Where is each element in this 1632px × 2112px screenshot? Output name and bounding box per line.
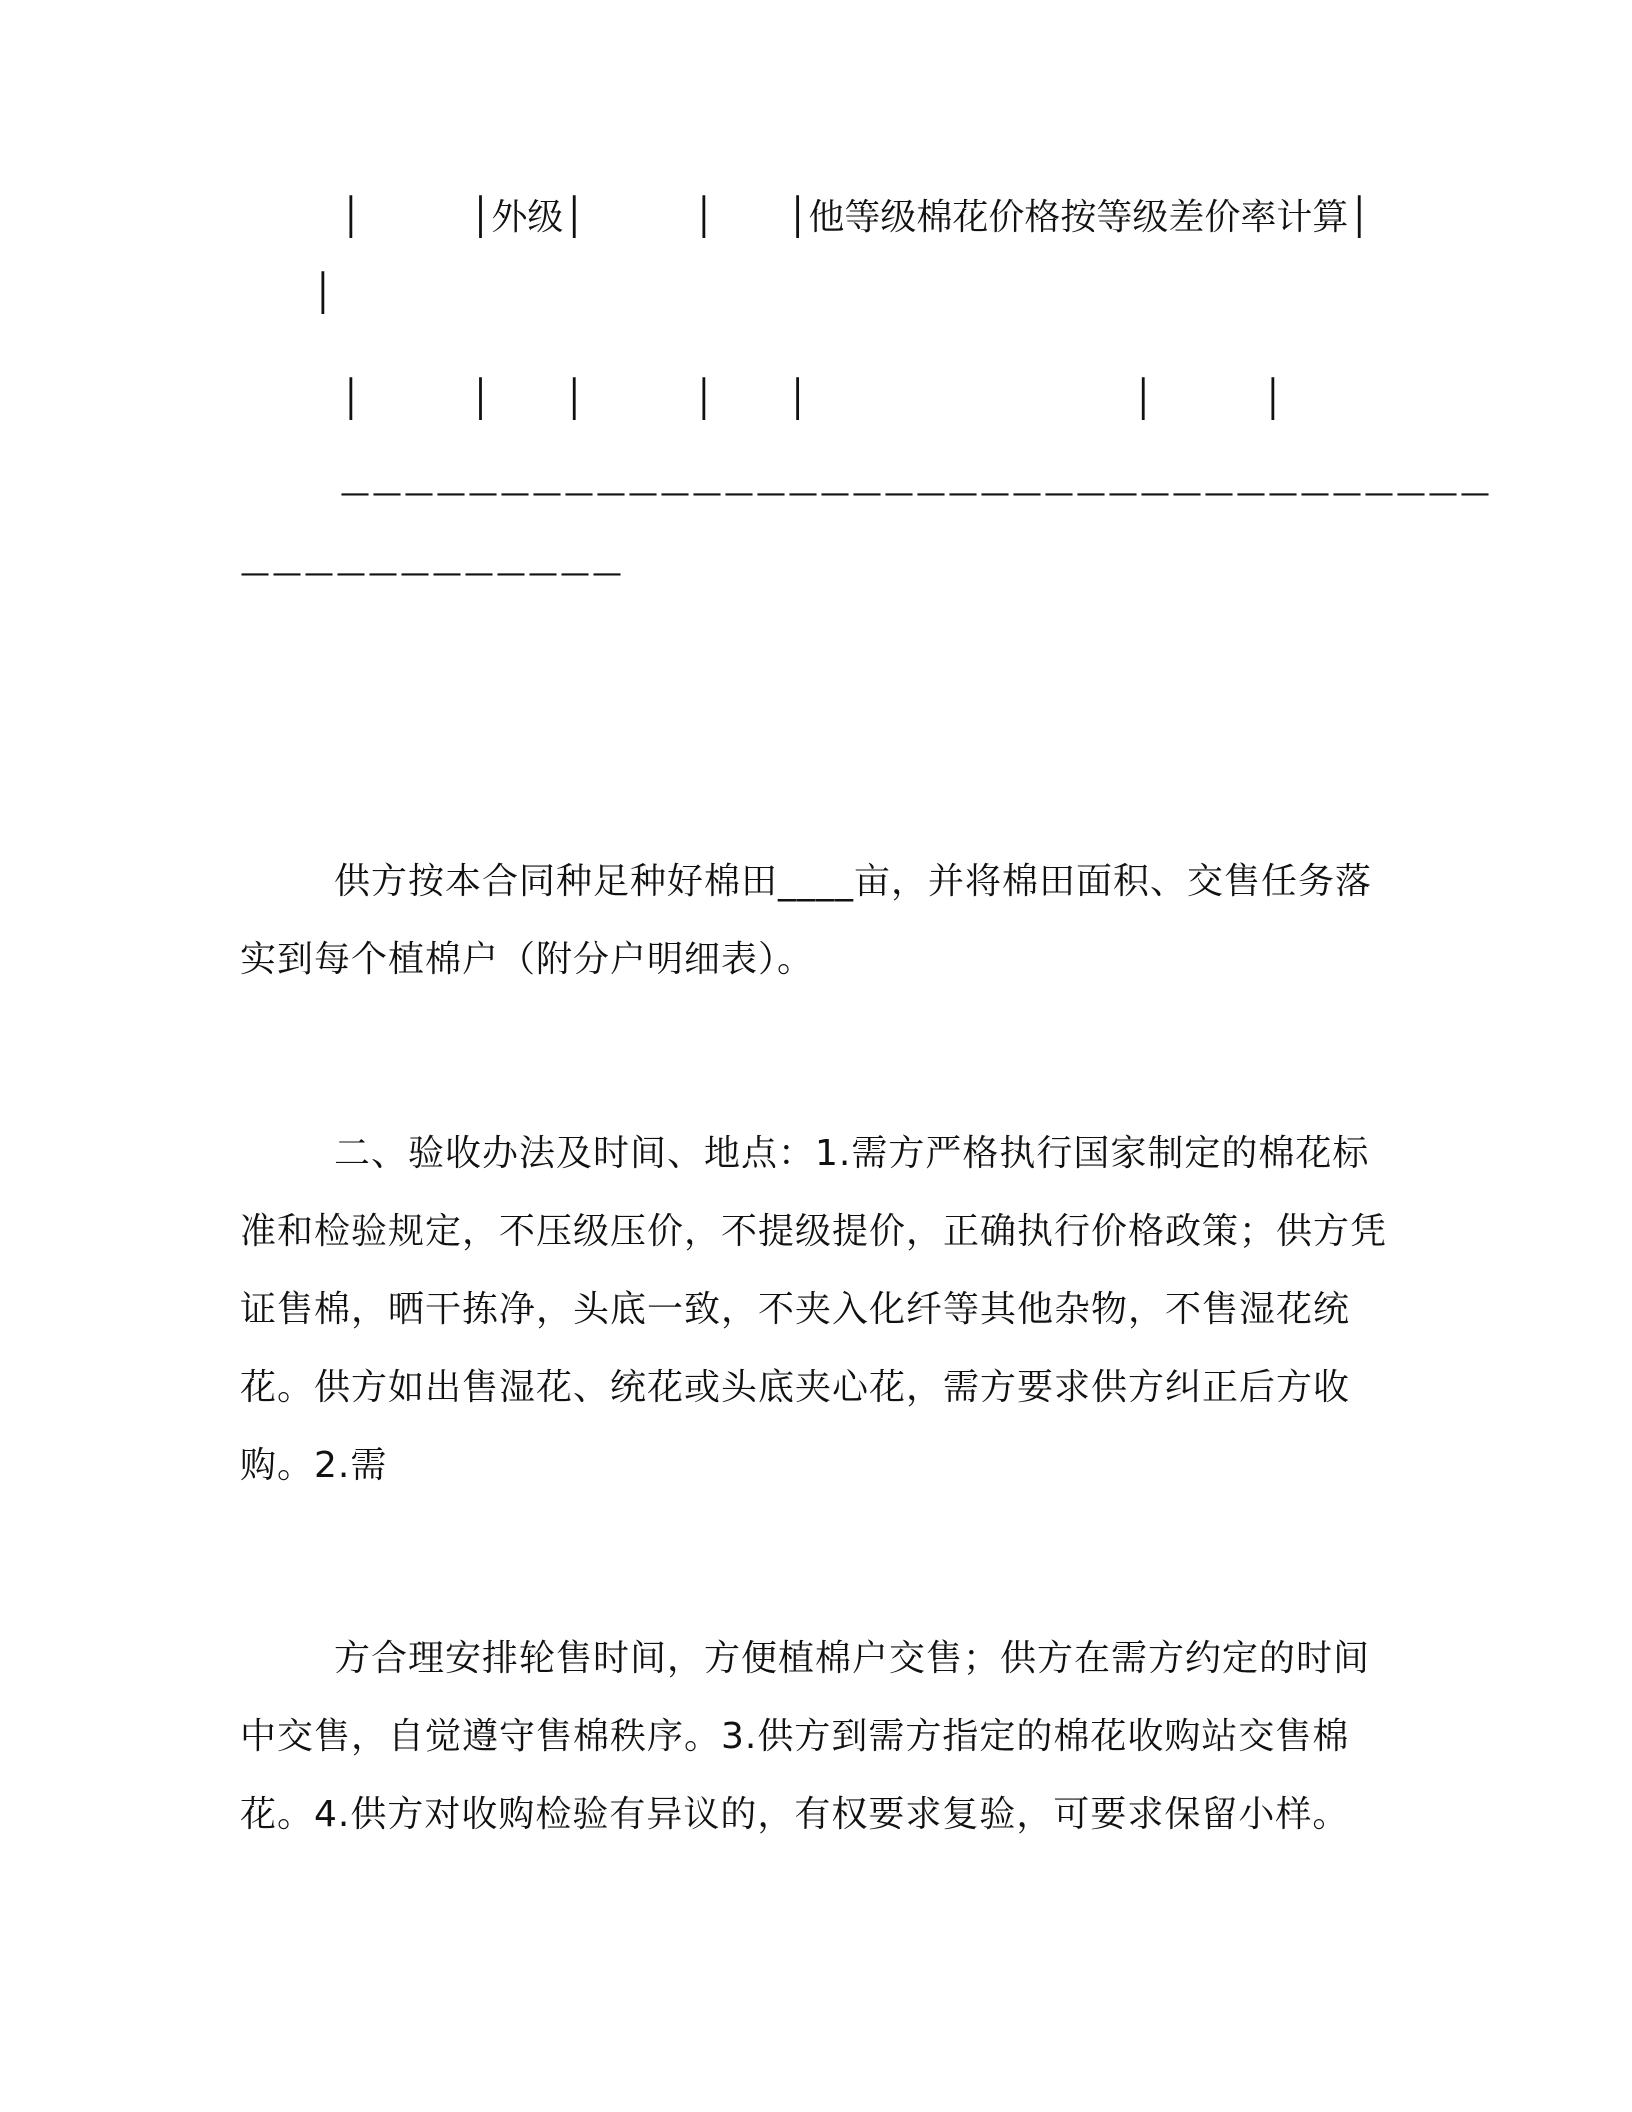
- paragraph-acceptance-method: [240, 1115, 1400, 1505]
- paragraph-text: 供方按本合同种足种好棉田____亩，并将棉田面积、交售任务落实到每个植棉户（附分户明细表）。: [240, 861, 1373, 980]
- paragraph-planting-area: [240, 843, 1400, 999]
- table-bottom-rule-continued: ————————————: [240, 556, 624, 591]
- table-row-empty: │ │ │ │ │ │ │: [340, 379, 1284, 420]
- table-row-grade: │ │外级│ │ │他等级棉花价格按等级差价率计算│: [340, 197, 1371, 238]
- paragraph-text: 二、验收办法及时间、地点：1.需方严格执行国家制定的棉花标准和检验规定，不压级压价，不提级提价，正确执行价格政策；供方凭证售棉，晒干拣净，头底一致，不夹入化纤等其他杂物，不售湿花统花。供方如出售湿花、统花或头底夹心花，需方要求供方纠正后方收购。2.需: [240, 1133, 1388, 1486]
- paragraph-text: 方合理安排轮售时间，方便植棉户交售；供方在需方约定的时间中交售，自觉遵守售棉秩序。3.供方到需方指定的棉花收购站交售棉花。4.供方对收购检验有异议的，有权要求复验，可要求保留小样。: [240, 1638, 1371, 1835]
- paragraph-sales-schedule: [240, 1620, 1400, 1854]
- table-row-grade-tail: │: [312, 273, 334, 314]
- table-bottom-rule: ————————————————————————————————————: [340, 476, 1492, 511]
